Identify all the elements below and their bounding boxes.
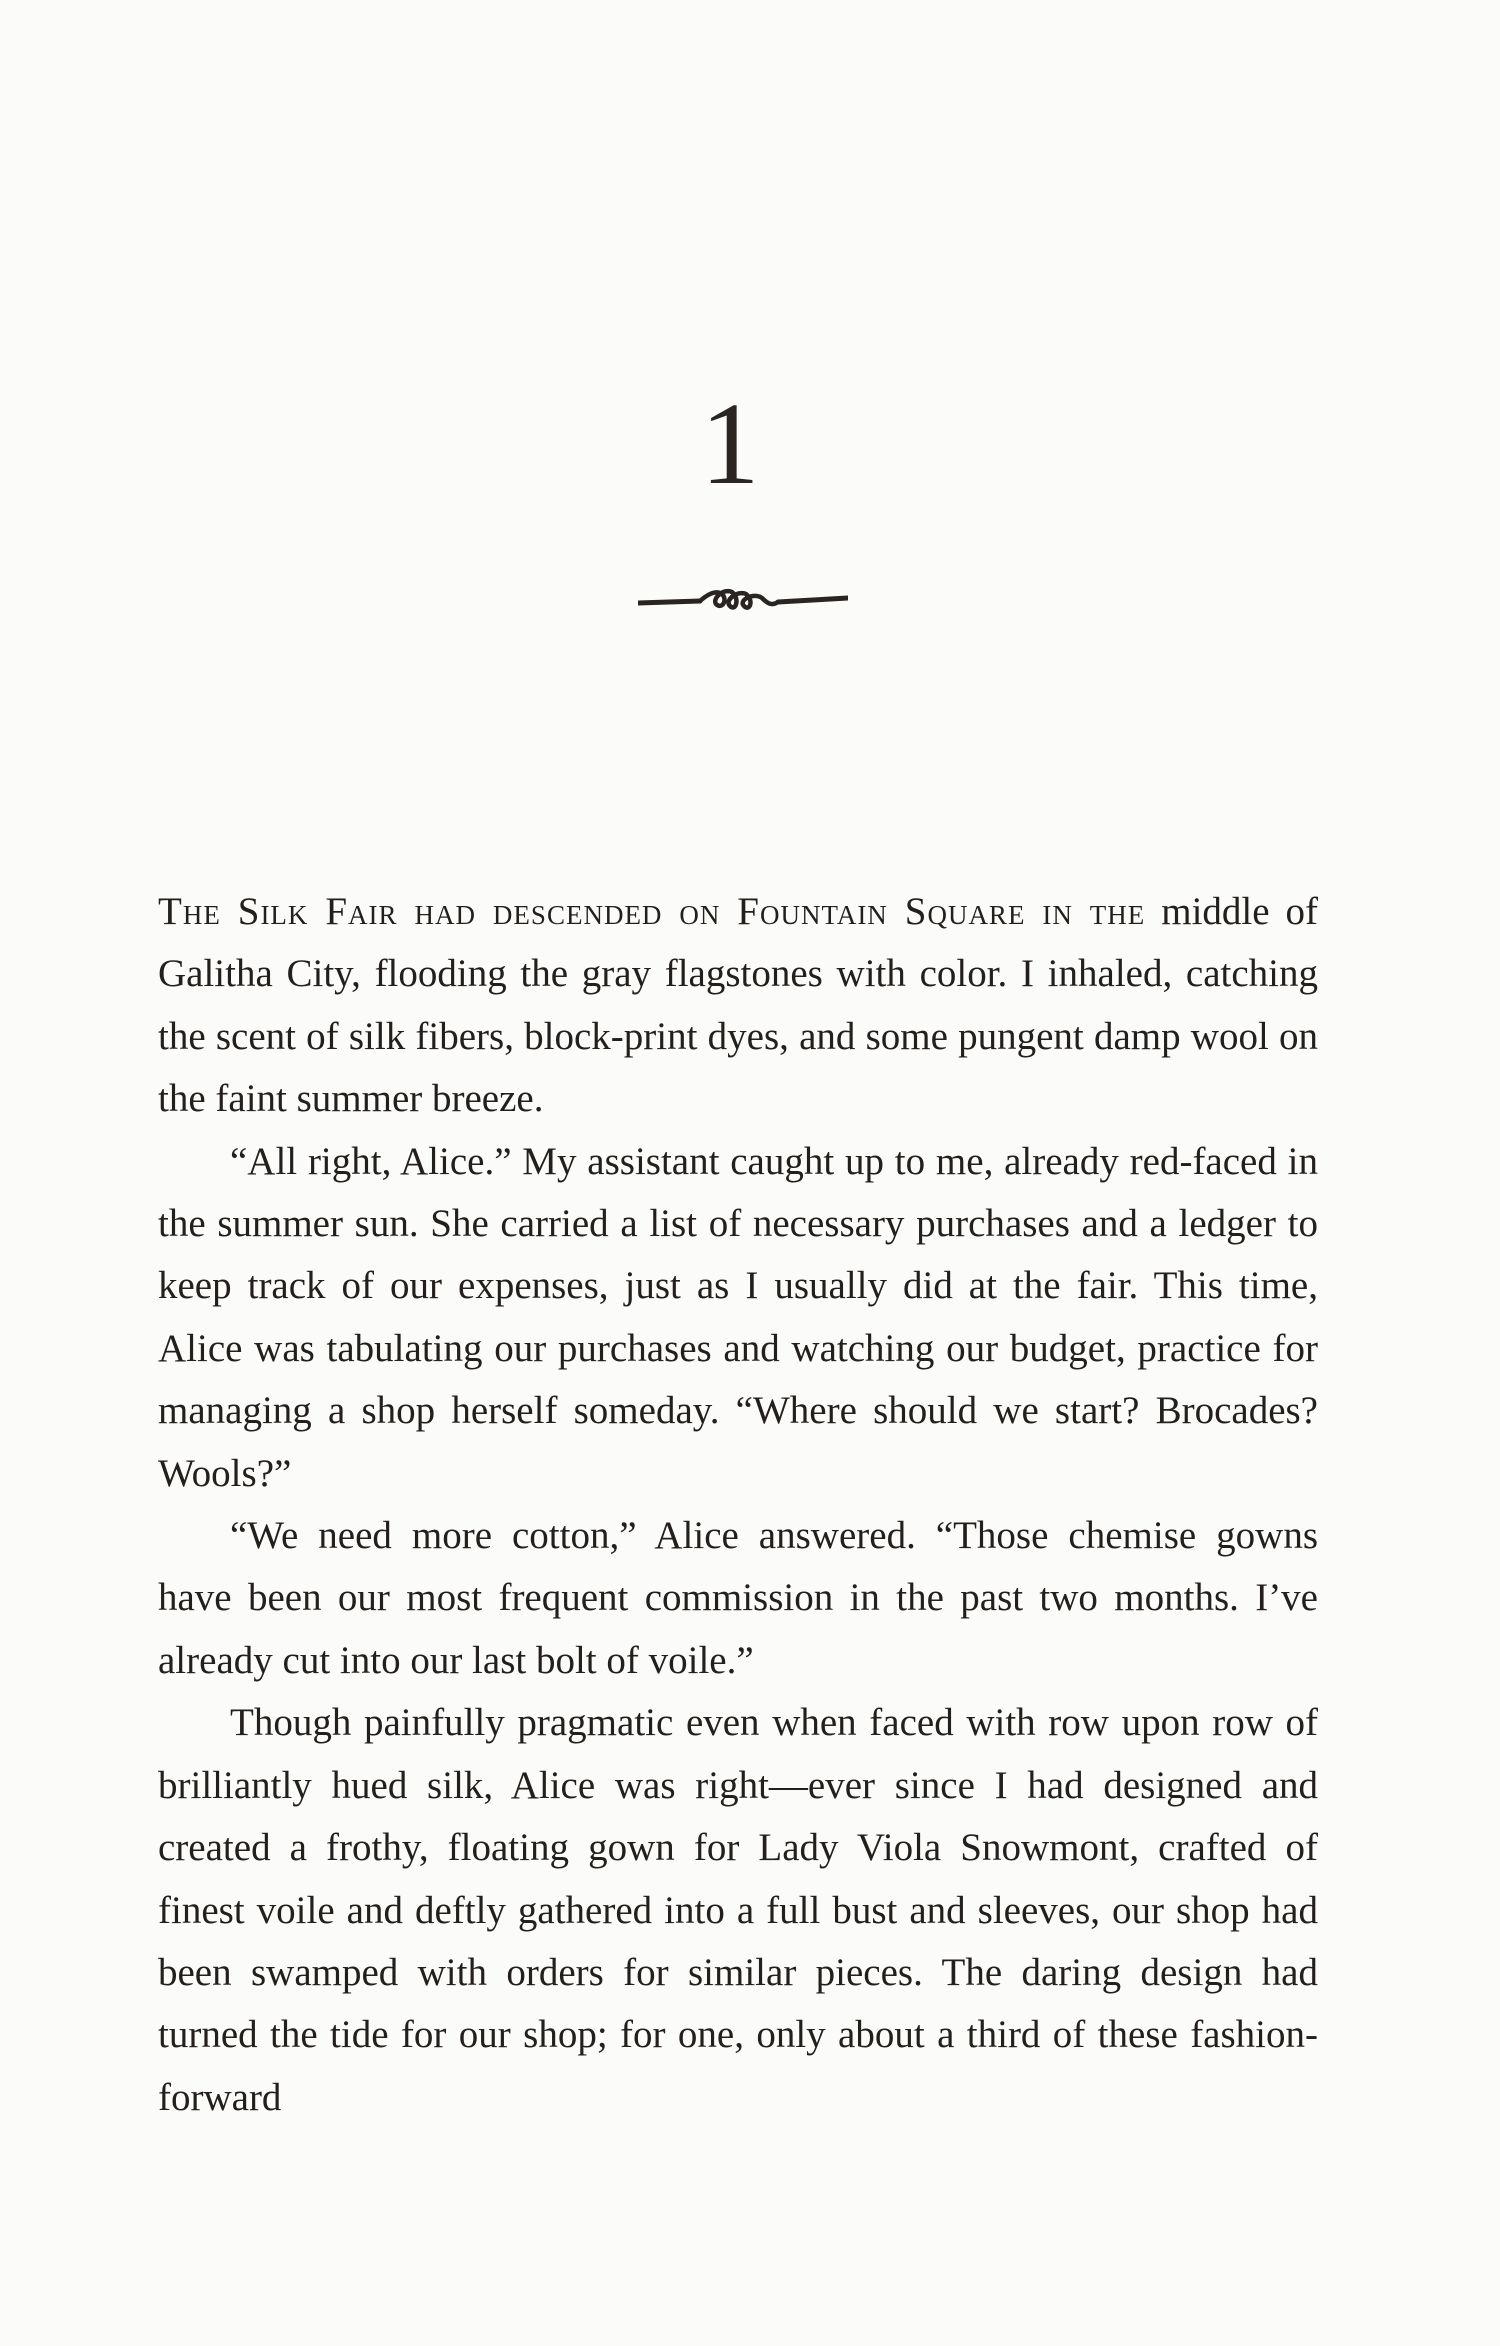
paragraph: “All right, Alice.” My assistant caught up to me, already red-faced in the summer sun. She carried a list of necessary purchases and a ledger to keep track of our expenses, just as I usually did at the fair. This time, Alice was tabulating our purchases and watching our budget, practice for managing a shop herself someday. “Where should we start? Brocades? Wools?” (158, 1139, 1318, 1495)
paragraph-lead-in: The Silk Fair had descended on Fountain Square in the (158, 890, 1146, 933)
paragraph: “We need more cotton,” Alice answered. “Those chemise gowns have been our most frequent commission in the past two months. I’ve already cut into our last bolt of voile.” (158, 1514, 1318, 1682)
chapter-number: 1 (700, 378, 760, 509)
chapter-body (158, 881, 1318, 2129)
decorative-flourish-icon (638, 576, 848, 622)
paragraph-text: middle of Galitha City, flooding the gray flagstones with color. I inhaled, catching the scent of silk fibers, block-print dyes, and some pungent damp wool on the faint summer breeze. (158, 890, 1318, 1121)
paragraph (158, 881, 1318, 1131)
paragraph: Though painfully pragmatic even when faced with row upon row of brilliantly hued silk, Alice was right—ever since I had designed and created a frothy, floating gown for Lady Viola Snowmont, crafted of finest voile and deftly gathered into a full bust and sleeves, our shop had been swamped with orders for similar pieces. The daring design had turned the tide for our shop; for one, only about a third of these fashion-forward (158, 1701, 1318, 2119)
